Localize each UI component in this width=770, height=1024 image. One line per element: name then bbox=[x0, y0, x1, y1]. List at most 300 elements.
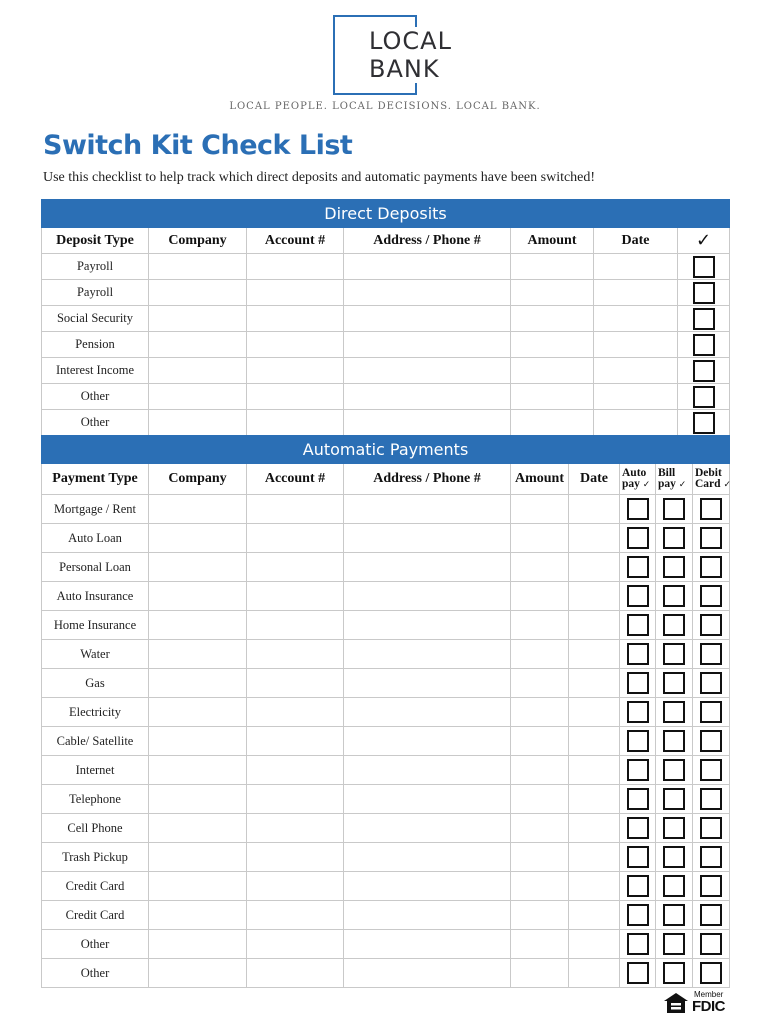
address-phone-field[interactable] bbox=[344, 872, 511, 901]
switched-checkbox[interactable] bbox=[693, 360, 715, 382]
account-field[interactable] bbox=[247, 611, 344, 640]
page-title: Switch Kit Check List bbox=[43, 130, 353, 161]
amount-field[interactable] bbox=[511, 553, 569, 582]
payment-type-label: Water bbox=[42, 640, 149, 669]
date-field[interactable] bbox=[569, 785, 620, 814]
account-field[interactable] bbox=[247, 669, 344, 698]
address-phone-field[interactable] bbox=[344, 410, 511, 436]
dd-column-header: ✓ bbox=[678, 228, 730, 254]
debit-card-checkbox-cell bbox=[693, 553, 730, 582]
amount-field[interactable] bbox=[511, 254, 594, 280]
company-field[interactable] bbox=[149, 959, 247, 988]
company-field[interactable] bbox=[149, 756, 247, 785]
debit-card-checkbox[interactable] bbox=[700, 585, 722, 607]
billpay-checkbox-cell bbox=[656, 843, 693, 872]
date-field[interactable] bbox=[594, 332, 678, 358]
billpay-checkbox[interactable] bbox=[663, 730, 685, 752]
check-header-line-1: Bill bbox=[658, 466, 676, 479]
account-field[interactable] bbox=[247, 756, 344, 785]
date-field[interactable] bbox=[569, 930, 620, 959]
billpay-checkbox-cell bbox=[656, 959, 693, 988]
debit-card-checkbox[interactable] bbox=[700, 498, 722, 520]
billpay-checkbox[interactable] bbox=[663, 875, 685, 897]
debit-card-checkbox[interactable] bbox=[700, 672, 722, 694]
date-field[interactable] bbox=[569, 901, 620, 930]
address-phone-field[interactable] bbox=[344, 814, 511, 843]
fdic-logo: FDIC bbox=[692, 998, 725, 1015]
switched-checkbox[interactable] bbox=[693, 334, 715, 356]
date-field[interactable] bbox=[569, 756, 620, 785]
payment-type-label: Auto Insurance bbox=[42, 582, 149, 611]
account-field[interactable] bbox=[247, 959, 344, 988]
billpay-checkbox-cell bbox=[656, 785, 693, 814]
address-phone-field[interactable] bbox=[344, 306, 511, 332]
company-field[interactable] bbox=[149, 553, 247, 582]
payment-row bbox=[42, 959, 730, 988]
debit-card-checkbox-cell bbox=[693, 727, 730, 756]
payment-row bbox=[42, 872, 730, 901]
billpay-checkbox-cell bbox=[656, 524, 693, 553]
account-field[interactable] bbox=[247, 814, 344, 843]
switched-checkbox-cell bbox=[678, 306, 730, 332]
billpay-checkbox-cell bbox=[656, 495, 693, 524]
deposit-type-label: Social Security bbox=[42, 306, 149, 332]
debit-card-checkbox[interactable] bbox=[700, 904, 722, 926]
billpay-checkbox[interactable] bbox=[663, 933, 685, 955]
ap-column-header: Address / Phone # bbox=[344, 464, 511, 495]
date-field[interactable] bbox=[569, 524, 620, 553]
deposit-row bbox=[42, 306, 730, 332]
date-field[interactable] bbox=[569, 959, 620, 988]
deposit-row bbox=[42, 384, 730, 410]
date-field[interactable] bbox=[569, 582, 620, 611]
billpay-checkbox[interactable] bbox=[663, 962, 685, 984]
switched-checkbox-cell bbox=[678, 410, 730, 436]
autopay-checkbox-cell bbox=[620, 843, 656, 872]
autopay-checkbox-cell bbox=[620, 553, 656, 582]
deposit-type-label: Other bbox=[42, 384, 149, 410]
deposit-type-label: Interest Income bbox=[42, 358, 149, 384]
account-field[interactable] bbox=[247, 524, 344, 553]
address-phone-field[interactable] bbox=[344, 698, 511, 727]
switched-checkbox[interactable] bbox=[693, 386, 715, 408]
billpay-checkbox-cell bbox=[656, 611, 693, 640]
address-phone-field[interactable] bbox=[344, 727, 511, 756]
payment-type-label: Internet bbox=[42, 756, 149, 785]
account-field[interactable] bbox=[247, 785, 344, 814]
billpay-checkbox[interactable] bbox=[663, 846, 685, 868]
autopay-checkbox[interactable] bbox=[627, 904, 649, 926]
autopay-checkbox[interactable] bbox=[627, 788, 649, 810]
account-field[interactable] bbox=[247, 495, 344, 524]
debit-card-checkbox-cell bbox=[693, 524, 730, 553]
checkmark-icon: ✓ bbox=[723, 479, 731, 490]
company-field[interactable] bbox=[149, 306, 247, 332]
debit-card-checkbox[interactable] bbox=[700, 527, 722, 549]
autopay-checkbox-cell bbox=[620, 785, 656, 814]
company-field[interactable] bbox=[149, 611, 247, 640]
account-field[interactable] bbox=[247, 698, 344, 727]
billpay-checkbox[interactable] bbox=[663, 701, 685, 723]
account-field[interactable] bbox=[247, 358, 344, 384]
autopay-checkbox-cell bbox=[620, 756, 656, 785]
company-field[interactable] bbox=[149, 254, 247, 280]
autopay-checkbox-cell bbox=[620, 611, 656, 640]
deposit-row bbox=[42, 358, 730, 384]
amount-field[interactable] bbox=[511, 495, 569, 524]
billpay-checkbox[interactable] bbox=[663, 788, 685, 810]
deposit-type-label: Pension bbox=[42, 332, 149, 358]
company-field[interactable] bbox=[149, 901, 247, 930]
direct-deposits-table bbox=[41, 199, 730, 436]
amount-field[interactable] bbox=[511, 872, 569, 901]
date-field[interactable] bbox=[569, 872, 620, 901]
deposit-row bbox=[42, 410, 730, 436]
bank-logo bbox=[333, 15, 452, 95]
autopay-checkbox-cell bbox=[620, 814, 656, 843]
autopay-checkbox-cell bbox=[620, 524, 656, 553]
amount-field[interactable] bbox=[511, 611, 569, 640]
debit-card-checkbox[interactable] bbox=[700, 759, 722, 781]
address-phone-field[interactable] bbox=[344, 280, 511, 306]
account-field[interactable] bbox=[247, 843, 344, 872]
account-field[interactable] bbox=[247, 727, 344, 756]
amount-field[interactable] bbox=[511, 410, 594, 436]
billpay-checkbox[interactable] bbox=[663, 614, 685, 636]
switched-checkbox-cell bbox=[678, 384, 730, 410]
payment-type-label: Gas bbox=[42, 669, 149, 698]
debit-card-checkbox[interactable] bbox=[700, 643, 722, 665]
company-field[interactable] bbox=[149, 872, 247, 901]
payment-type-label: Auto Loan bbox=[42, 524, 149, 553]
autopay-checkbox-cell bbox=[620, 930, 656, 959]
account-field[interactable] bbox=[247, 640, 344, 669]
date-field[interactable] bbox=[594, 410, 678, 436]
debit-card-checkbox-cell bbox=[693, 785, 730, 814]
address-phone-field[interactable] bbox=[344, 524, 511, 553]
switched-checkbox[interactable] bbox=[693, 412, 715, 434]
company-field[interactable] bbox=[149, 280, 247, 306]
billpay-checkbox-cell bbox=[656, 814, 693, 843]
date-field[interactable] bbox=[569, 727, 620, 756]
account-field[interactable] bbox=[247, 332, 344, 358]
account-field[interactable] bbox=[247, 872, 344, 901]
payment-type-label: Cable/ Satellite bbox=[42, 727, 149, 756]
intro-text: Use this checklist to help track which direct deposits and automatic payments have been switched! bbox=[43, 170, 596, 185]
billpay-checkbox-cell bbox=[656, 669, 693, 698]
dd-column-header: Address / Phone # bbox=[344, 228, 511, 254]
debit-card-checkbox-cell bbox=[693, 495, 730, 524]
autopay-checkbox-cell bbox=[620, 727, 656, 756]
amount-field[interactable] bbox=[511, 843, 569, 872]
check-header-line-1: Debit bbox=[695, 466, 722, 479]
billpay-checkbox-cell bbox=[656, 727, 693, 756]
switched-checkbox[interactable] bbox=[693, 308, 715, 330]
logo-wordmark bbox=[369, 27, 456, 83]
address-phone-field[interactable] bbox=[344, 384, 511, 410]
autopay-checkbox[interactable] bbox=[627, 701, 649, 723]
address-phone-field[interactable] bbox=[344, 930, 511, 959]
billpay-checkbox[interactable] bbox=[663, 585, 685, 607]
account-field[interactable] bbox=[247, 930, 344, 959]
company-field[interactable] bbox=[149, 930, 247, 959]
amount-field[interactable] bbox=[511, 756, 569, 785]
address-phone-field[interactable] bbox=[344, 611, 511, 640]
autopay-checkbox[interactable] bbox=[627, 962, 649, 984]
payment-row bbox=[42, 727, 730, 756]
switched-checkbox-cell bbox=[678, 332, 730, 358]
autopay-checkbox-cell bbox=[620, 669, 656, 698]
debit-card-checkbox-cell bbox=[693, 814, 730, 843]
company-field[interactable] bbox=[149, 495, 247, 524]
amount-field[interactable] bbox=[511, 785, 569, 814]
amount-field[interactable] bbox=[511, 814, 569, 843]
payment-type-label: Telephone bbox=[42, 785, 149, 814]
debit-card-checkbox[interactable] bbox=[700, 875, 722, 897]
deposit-row bbox=[42, 254, 730, 280]
account-field[interactable] bbox=[247, 582, 344, 611]
payment-row bbox=[42, 553, 730, 582]
date-field[interactable] bbox=[569, 495, 620, 524]
date-field[interactable] bbox=[594, 280, 678, 306]
direct-deposits-heading: Direct Deposits bbox=[42, 200, 730, 228]
account-field[interactable] bbox=[247, 553, 344, 582]
amount-field[interactable] bbox=[511, 640, 569, 669]
autopay-checkbox-cell bbox=[620, 495, 656, 524]
account-field[interactable] bbox=[247, 384, 344, 410]
date-field[interactable] bbox=[594, 384, 678, 410]
address-phone-field[interactable] bbox=[344, 669, 511, 698]
logo-line-2: BANK bbox=[369, 55, 440, 83]
debit-card-checkbox-cell bbox=[693, 959, 730, 988]
address-phone-field[interactable] bbox=[344, 495, 511, 524]
address-phone-field[interactable] bbox=[344, 582, 511, 611]
check-header-text: pay bbox=[622, 477, 640, 490]
autopay-checkbox[interactable] bbox=[627, 846, 649, 868]
ap-check-column-header bbox=[620, 464, 656, 495]
dd-column-header: Account # bbox=[247, 228, 344, 254]
amount-field[interactable] bbox=[511, 280, 594, 306]
check-header-line-2 bbox=[622, 479, 655, 491]
debit-card-checkbox-cell bbox=[693, 843, 730, 872]
switched-checkbox[interactable] bbox=[693, 256, 715, 278]
billpay-checkbox[interactable] bbox=[663, 527, 685, 549]
autopay-checkbox[interactable] bbox=[627, 672, 649, 694]
address-phone-field[interactable] bbox=[344, 756, 511, 785]
payment-type-label: Credit Card bbox=[42, 901, 149, 930]
payment-row bbox=[42, 930, 730, 959]
debit-card-checkbox-cell bbox=[693, 611, 730, 640]
address-phone-field[interactable] bbox=[344, 785, 511, 814]
account-field[interactable] bbox=[247, 901, 344, 930]
payment-row bbox=[42, 756, 730, 785]
debit-card-checkbox[interactable] bbox=[700, 817, 722, 839]
switched-checkbox-cell bbox=[678, 358, 730, 384]
address-phone-field[interactable] bbox=[344, 358, 511, 384]
company-field[interactable] bbox=[149, 785, 247, 814]
billpay-checkbox[interactable] bbox=[663, 643, 685, 665]
autopay-checkbox[interactable] bbox=[627, 933, 649, 955]
payment-row bbox=[42, 901, 730, 930]
autopay-checkbox-cell bbox=[620, 959, 656, 988]
address-phone-field[interactable] bbox=[344, 640, 511, 669]
amount-field[interactable] bbox=[511, 930, 569, 959]
payment-row bbox=[42, 495, 730, 524]
check-header-line-2 bbox=[658, 479, 692, 491]
checkmark-icon: ✓ bbox=[642, 479, 651, 490]
autopay-checkbox[interactable] bbox=[627, 527, 649, 549]
billpay-checkbox[interactable] bbox=[663, 672, 685, 694]
amount-field[interactable] bbox=[511, 727, 569, 756]
debit-card-checkbox[interactable] bbox=[700, 846, 722, 868]
debit-card-checkbox[interactable] bbox=[700, 788, 722, 810]
amount-field[interactable] bbox=[511, 582, 569, 611]
debit-card-checkbox[interactable] bbox=[700, 730, 722, 752]
check-header-line-1: Auto bbox=[622, 466, 647, 479]
autopay-checkbox[interactable] bbox=[627, 585, 649, 607]
company-field[interactable] bbox=[149, 698, 247, 727]
amount-field[interactable] bbox=[511, 358, 594, 384]
date-field[interactable] bbox=[569, 640, 620, 669]
date-field[interactable] bbox=[569, 611, 620, 640]
dd-column-header: Amount bbox=[511, 228, 594, 254]
switched-checkbox[interactable] bbox=[693, 282, 715, 304]
company-field[interactable] bbox=[149, 727, 247, 756]
address-phone-field[interactable] bbox=[344, 959, 511, 988]
debit-card-checkbox-cell bbox=[693, 901, 730, 930]
autopay-checkbox[interactable] bbox=[627, 643, 649, 665]
account-field[interactable] bbox=[247, 306, 344, 332]
billpay-checkbox[interactable] bbox=[663, 556, 685, 578]
autopay-checkbox-cell bbox=[620, 901, 656, 930]
check-header-text: Card bbox=[695, 477, 721, 490]
amount-field[interactable] bbox=[511, 669, 569, 698]
checkmark-icon: ✓ bbox=[678, 479, 687, 490]
account-field[interactable] bbox=[247, 410, 344, 436]
billpay-checkbox-cell bbox=[656, 901, 693, 930]
autopay-checkbox[interactable] bbox=[627, 556, 649, 578]
company-field[interactable] bbox=[149, 524, 247, 553]
payment-row bbox=[42, 669, 730, 698]
amount-field[interactable] bbox=[511, 698, 569, 727]
debit-card-checkbox[interactable] bbox=[700, 962, 722, 984]
autopay-checkbox-cell bbox=[620, 582, 656, 611]
address-phone-field[interactable] bbox=[344, 254, 511, 280]
amount-field[interactable] bbox=[511, 306, 594, 332]
debit-card-checkbox-cell bbox=[693, 582, 730, 611]
debit-card-checkbox-cell bbox=[693, 640, 730, 669]
billpay-checkbox[interactable] bbox=[663, 759, 685, 781]
company-field[interactable] bbox=[149, 640, 247, 669]
debit-card-checkbox[interactable] bbox=[700, 701, 722, 723]
company-field[interactable] bbox=[149, 384, 247, 410]
deposit-type-label: Payroll bbox=[42, 280, 149, 306]
amount-field[interactable] bbox=[511, 901, 569, 930]
billpay-checkbox[interactable] bbox=[663, 817, 685, 839]
autopay-checkbox[interactable] bbox=[627, 817, 649, 839]
company-field[interactable] bbox=[149, 358, 247, 384]
amount-field[interactable] bbox=[511, 332, 594, 358]
autopay-checkbox[interactable] bbox=[627, 875, 649, 897]
deposit-row bbox=[42, 280, 730, 306]
payment-type-label: Home Insurance bbox=[42, 611, 149, 640]
amount-field[interactable] bbox=[511, 384, 594, 410]
company-field[interactable] bbox=[149, 814, 247, 843]
payment-row bbox=[42, 611, 730, 640]
billpay-checkbox-cell bbox=[656, 872, 693, 901]
billpay-checkbox[interactable] bbox=[663, 904, 685, 926]
payment-row bbox=[42, 785, 730, 814]
date-field[interactable] bbox=[569, 843, 620, 872]
payment-row bbox=[42, 640, 730, 669]
date-field[interactable] bbox=[594, 306, 678, 332]
date-field[interactable] bbox=[569, 814, 620, 843]
company-field[interactable] bbox=[149, 332, 247, 358]
billpay-checkbox-cell bbox=[656, 756, 693, 785]
billpay-checkbox-cell bbox=[656, 582, 693, 611]
ap-column-header: Date bbox=[569, 464, 620, 495]
payment-type-label: Other bbox=[42, 959, 149, 988]
address-phone-field[interactable] bbox=[344, 843, 511, 872]
payment-type-label: Credit Card bbox=[42, 872, 149, 901]
company-field[interactable] bbox=[149, 669, 247, 698]
amount-field[interactable] bbox=[511, 959, 569, 988]
company-field[interactable] bbox=[149, 843, 247, 872]
account-field[interactable] bbox=[247, 280, 344, 306]
deposit-type-label: Other bbox=[42, 410, 149, 436]
tagline: LOCAL PEOPLE. LOCAL DECISIONS. LOCAL BANK. bbox=[229, 101, 541, 112]
date-field[interactable] bbox=[569, 553, 620, 582]
autopay-checkbox[interactable] bbox=[627, 730, 649, 752]
dd-column-header: Date bbox=[594, 228, 678, 254]
member-label: Member bbox=[694, 990, 724, 999]
debit-card-checkbox[interactable] bbox=[700, 614, 722, 636]
check-header-text: pay bbox=[658, 477, 676, 490]
address-phone-field[interactable] bbox=[344, 553, 511, 582]
payment-row bbox=[42, 814, 730, 843]
autopay-checkbox[interactable] bbox=[627, 759, 649, 781]
dd-column-header: Company bbox=[149, 228, 247, 254]
date-field[interactable] bbox=[569, 669, 620, 698]
date-field[interactable] bbox=[594, 254, 678, 280]
debit-card-checkbox-cell bbox=[693, 872, 730, 901]
date-field[interactable] bbox=[569, 698, 620, 727]
payment-type-label: Cell Phone bbox=[42, 814, 149, 843]
payment-row bbox=[42, 698, 730, 727]
amount-field[interactable] bbox=[511, 524, 569, 553]
automatic-payments-table bbox=[41, 435, 730, 988]
company-field[interactable] bbox=[149, 582, 247, 611]
ap-column-header: Amount bbox=[511, 464, 569, 495]
date-field[interactable] bbox=[594, 358, 678, 384]
debit-card-checkbox-cell bbox=[693, 930, 730, 959]
debit-card-checkbox[interactable] bbox=[700, 556, 722, 578]
autopay-checkbox[interactable] bbox=[627, 498, 649, 520]
address-phone-field[interactable] bbox=[344, 332, 511, 358]
payment-type-label: Trash Pickup bbox=[42, 843, 149, 872]
billpay-checkbox[interactable] bbox=[663, 498, 685, 520]
autopay-checkbox-cell bbox=[620, 872, 656, 901]
company-field[interactable] bbox=[149, 410, 247, 436]
dd-column-header: Deposit Type bbox=[42, 228, 149, 254]
debit-card-checkbox-cell bbox=[693, 756, 730, 785]
address-phone-field[interactable] bbox=[344, 901, 511, 930]
ap-check-column-header bbox=[693, 464, 730, 495]
debit-card-checkbox-cell bbox=[693, 669, 730, 698]
autopay-checkbox[interactable] bbox=[627, 614, 649, 636]
debit-card-checkbox[interactable] bbox=[700, 933, 722, 955]
account-field[interactable] bbox=[247, 254, 344, 280]
